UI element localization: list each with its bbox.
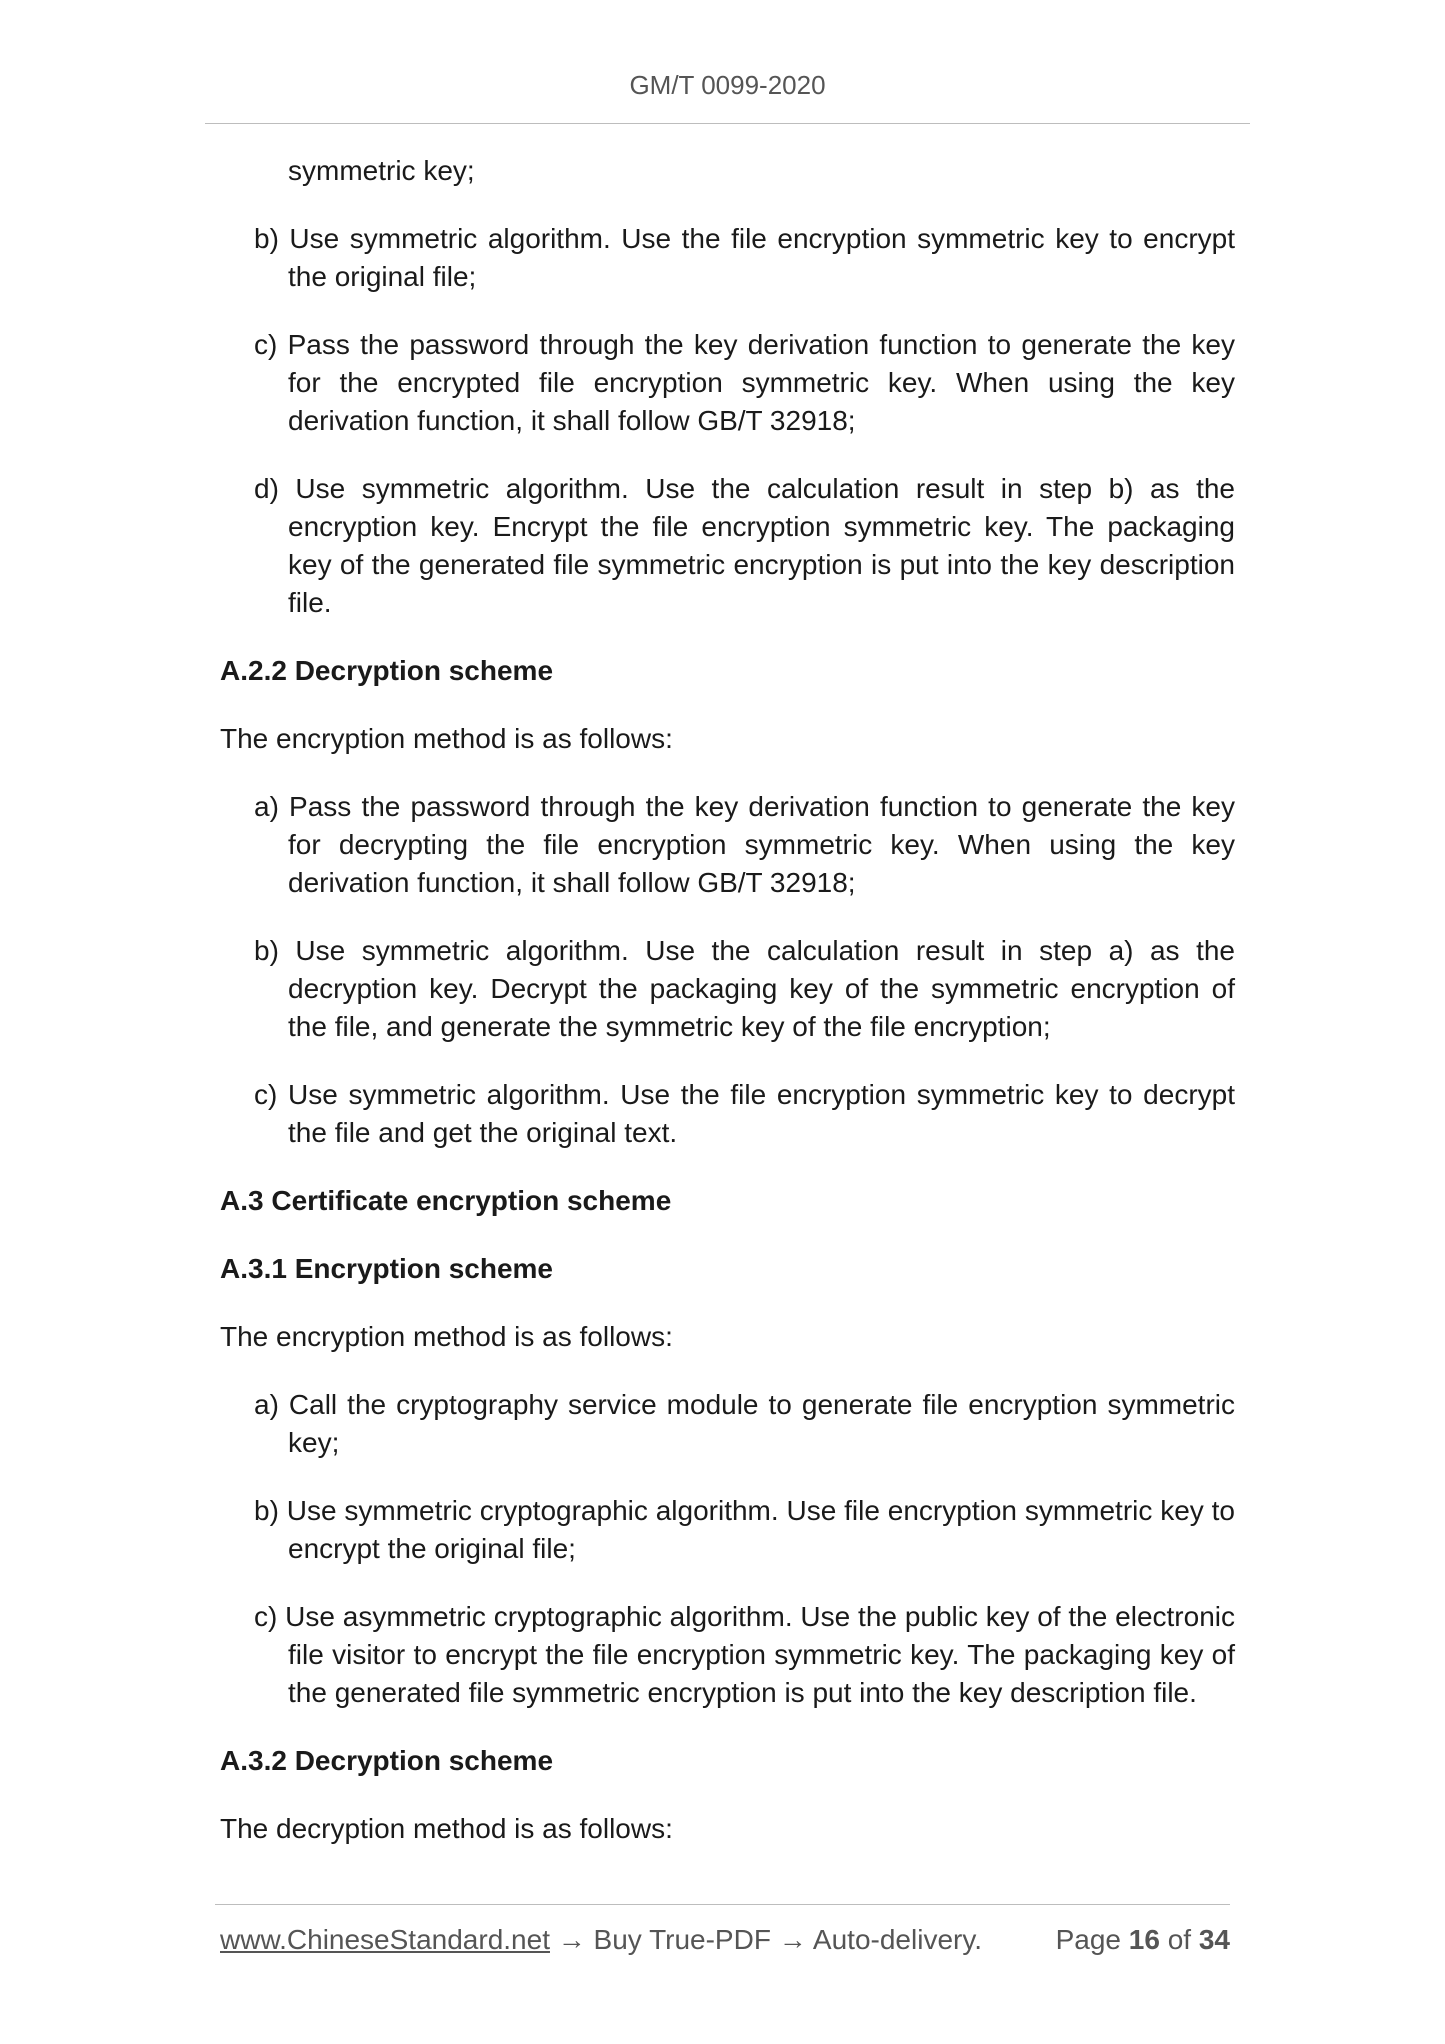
paragraph-a32-intro: The decryption method is as follows: — [220, 1813, 673, 1844]
paragraph-a31-intro: The encryption method is as follows: — [220, 1321, 673, 1352]
footer-promo — [220, 1924, 982, 1956]
page-total: 34 — [1198, 1924, 1230, 1955]
footer-divider — [215, 1904, 1230, 1905]
header-divider — [205, 123, 1250, 124]
section-heading-a3: A.3 Certificate encryption scheme — [220, 1185, 672, 1216]
list-item-a31-b: b) Use symmetric cryptographic algorithm. Use file encryption symmetric key to encrypt the original file; — [254, 1495, 1235, 1564]
page-indicator — [1056, 1924, 1230, 1956]
page-number: 16 — [1128, 1924, 1160, 1955]
list-item-a31-c: c) Use asymmetric cryptographic algorithm. Use the public key of the electronic file visitor to encrypt the file encryption symmetric key. The packaging key of the generated file symmetric encryption is put into the key description file. — [254, 1601, 1235, 1708]
list-item-a22-a: a) Pass the password through the key derivation function to generate the key for decrypting the file encryption symmetric key. When using the key derivation function, it shall follow GB/T 32918; — [254, 791, 1235, 898]
page-footer — [220, 1924, 1230, 1956]
page-of-label: of — [1167, 1924, 1192, 1955]
section-heading-a22: A.2.2 Decryption scheme — [220, 655, 554, 686]
paragraph-a22-intro: The encryption method is as follows: — [220, 723, 673, 754]
footer-promo-text: → Buy True-PDF → Auto-delivery. — [549, 1924, 983, 1955]
section-heading-a31: A.3.1 Encryption scheme — [220, 1253, 554, 1284]
document-body — [220, 152, 1235, 1878]
list-item-a22-c: c) Use symmetric algorithm. Use the file encryption symmetric key to decrypt the file and get the original text. — [254, 1079, 1235, 1148]
list-item-a31-a: a) Call the cryptography service module to generate file encryption symmetric key; — [254, 1389, 1235, 1458]
section-heading-a32: A.3.2 Decryption scheme — [220, 1745, 554, 1776]
list-item-a21-d: d) Use symmetric algorithm. Use the calculation result in step b) as the encryption key. Encrypt the file encryption symmetric key. The packaging key of the generated file symmetric encryption is put into the key description file. — [254, 473, 1235, 618]
list-item-continuation: symmetric key; — [288, 155, 475, 186]
website-link[interactable]: www.ChineseStandard.net — [220, 1924, 550, 1955]
list-item-a21-c: c) Pass the password through the key derivation function to generate the key for the encrypted file encryption symmetric key. When using the key derivation function, it shall follow GB/T 32918; — [254, 329, 1235, 436]
list-item-a21-b: b) Use symmetric algorithm. Use the file encryption symmetric key to encrypt the original file; — [254, 223, 1235, 292]
page-label: Page — [1055, 1924, 1121, 1955]
list-item-a22-b: b) Use symmetric algorithm. Use the calculation result in step a) as the decryption key. Decrypt the packaging key of the symmetric encryption of the file, and generate the symmetric key of the file encryption; — [254, 935, 1235, 1042]
document-id-header: GM/T 0099-2020 — [629, 70, 826, 100]
